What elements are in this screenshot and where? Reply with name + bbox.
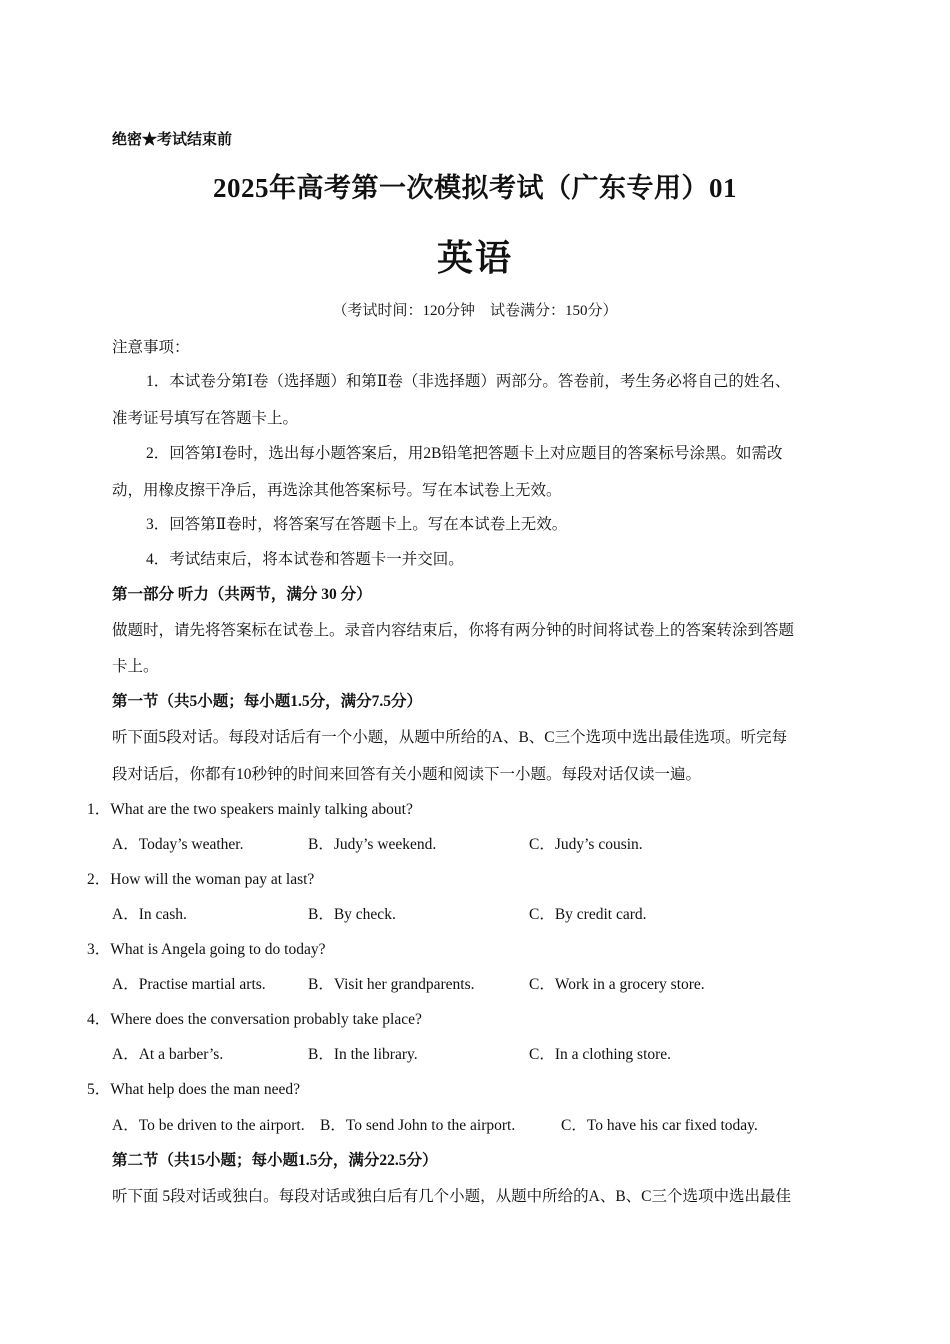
section2-intro-line-1: 听下面 5段对话或独白。每段对话或独白后有几个小题，从题中所给的A、B、C三个选项中选出最佳 — [112, 1188, 791, 1205]
option-c: C．By credit card. — [529, 906, 647, 923]
question-stem: 5．What help does the man need? — [87, 1081, 301, 1098]
option-b: B．Judy’s weekend. — [308, 836, 437, 853]
section1-intro-line-1: 听下面5段对话。每段对话后有一个小题，从题中所给的A、B、C三个选项中选出最佳选项。听完每 — [112, 729, 788, 746]
section2-heading: 第二节（共15小题；每小题1.5分，满分22.5分） — [112, 1152, 438, 1169]
section1-intro-line-2: 段对话后，你都有10秒钟的时间来回答有关小题和阅读下一小题。每段对话仅读一遍。 — [112, 766, 702, 783]
part1-intro-line-1: 做题时，请先将答案标在试卷上。录音内容结束后，你将有两分钟的时间将试卷上的答案转涂到答题 — [112, 622, 795, 639]
subject-title: 英语 — [436, 238, 513, 278]
notice-item-2-line-1: 2．回答第Ⅰ卷时，选出每小题答案后，用2B铅笔把答题卡上对应题目的答案标号涂黑。如需改 — [146, 445, 783, 462]
option-b: B．In the library. — [308, 1046, 418, 1063]
question-stem: 1．What are the two speakers mainly talking about? — [87, 801, 413, 818]
option-b: B．Visit her grandparents. — [308, 976, 475, 993]
option-a: A．In cash. — [112, 906, 187, 923]
option-a: A．At a barber’s. — [112, 1046, 224, 1063]
confidential-label: 绝密★考试结束前 — [112, 132, 233, 148]
notice-item-1-line-1: 1．本试卷分第Ⅰ卷（选择题）和第Ⅱ卷（非选择题）两部分。答卷前，考生务必将自己的姓名、 — [146, 373, 791, 390]
option-c: C．In a clothing store. — [529, 1046, 672, 1063]
notice-item-2-line-2: 动，用橡皮擦干净后，再选涂其他答案标号。写在本试卷上无效。 — [112, 482, 562, 499]
notice-heading: 注意事项： — [112, 339, 190, 356]
part1-heading: 第一部分 听力（共两节，满分 30 分） — [112, 586, 372, 603]
option-a: A．To be driven to the airport. — [112, 1117, 305, 1134]
notice-item-3: 3．回答第Ⅱ卷时，将答案写在答题卡上。写在本试卷上无效。 — [146, 516, 568, 533]
exam-title: 2025年高考第一次模拟考试（广东专用）01 — [213, 173, 737, 203]
question-stem: 4．Where does the conversation probably take place? — [87, 1011, 422, 1028]
exam-meta: （考试时间：120分钟 试卷满分：150分） — [332, 303, 618, 319]
option-a: A．Today’s weather. — [112, 836, 244, 853]
option-b: B．By check. — [308, 906, 396, 923]
part1-intro-line-2: 卡上。 — [112, 658, 159, 675]
option-c: C．Work in a grocery store. — [529, 976, 705, 993]
option-b: B．To send John to the airport. — [320, 1117, 516, 1134]
question-stem: 2．How will the woman pay at last? — [87, 871, 315, 888]
notice-item-1-line-2: 准考证号填写在答题卡上。 — [112, 410, 299, 427]
section1-heading: 第一节（共5小题；每小题1.5分，满分7.5分） — [112, 693, 423, 710]
option-a: A．Practise martial arts. — [112, 976, 266, 993]
option-c: C．Judy’s cousin. — [529, 836, 643, 853]
option-c: C．To have his car fixed today. — [561, 1117, 758, 1134]
question-stem: 3．What is Angela going to do today? — [87, 941, 326, 958]
notice-item-4: 4．考试结束后，将本试卷和答题卡一并交回。 — [146, 551, 464, 568]
